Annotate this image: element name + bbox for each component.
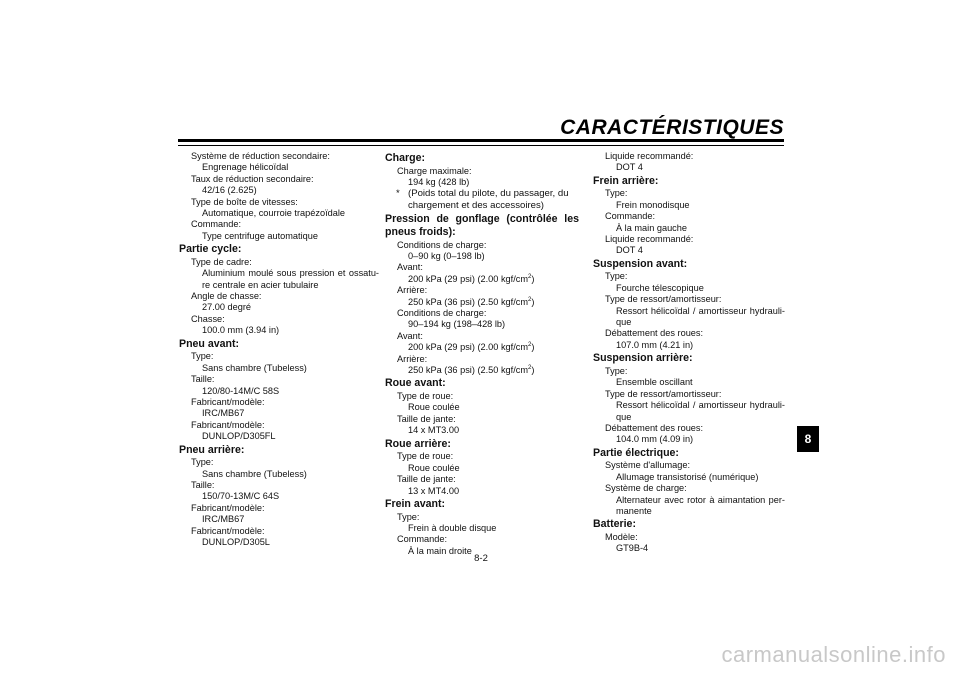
spec-label: Fabricant/modèle: — [191, 502, 265, 513]
spec-value: Aluminium moulé sous pression et ossatu-re centrale en acier tubulaire — [202, 268, 379, 290]
spec-value: Type centrifuge automatique — [202, 230, 318, 241]
pressure-text: 250 kPa (36 psi) (2.50 kgf/cm — [408, 296, 529, 307]
spec-label: Chasse: — [191, 313, 225, 324]
spec-value: 107.0 mm (4.21 in) — [616, 339, 694, 350]
spec-label: Type de roue: — [397, 391, 454, 402]
closing-paren: ) — [531, 296, 535, 307]
spec-value: Ressort hélicoïdal / amortisseur hydrauli-que — [616, 400, 785, 422]
footnote-marker: * — [396, 188, 400, 200]
spec-label: Fabricant/modèle: — [191, 525, 265, 536]
spec-label: Commande: — [605, 211, 656, 222]
spec-label: Type de cadre: — [191, 256, 252, 267]
closing-paren: ) — [531, 273, 535, 284]
spec-value: DUNLOP/D305L — [202, 536, 270, 547]
section-heading-frein-arriere: Frein arrière: — [593, 174, 659, 187]
spec-value: 150/70-13M/C 64S — [202, 491, 280, 502]
section-heading-suspension-arriere: Suspension arrière: — [593, 352, 693, 365]
spec-value: Automatique, courroie trapézoïdale — [202, 208, 346, 219]
spec-label: Système de charge: — [605, 483, 687, 494]
section-heading-frein-avant: Frein avant: — [385, 497, 446, 510]
spec-value: 194 kg (428 lb) — [408, 177, 470, 187]
spec-label: Type: — [605, 271, 628, 282]
superscript: 2 — [528, 273, 532, 280]
spec-label: Taille: — [191, 374, 215, 385]
spec-value: GT9B-4 — [616, 543, 649, 554]
spec-label: Type de roue: — [397, 451, 454, 462]
section-heading-roue-arriere: Roue arrière: — [385, 437, 451, 450]
spec-column-3 — [593, 151, 785, 555]
spec-value: 27.00 degré — [202, 302, 252, 313]
spec-value: Ensemble oscillant — [616, 377, 693, 388]
spec-label: Taille: — [191, 479, 215, 490]
spec-value: Sans chambre (Tubeless) — [202, 362, 307, 373]
superscript: 2 — [528, 342, 532, 349]
spec-label: Angle de chasse: — [191, 291, 262, 302]
spec-value — [385, 342, 579, 353]
footnote — [385, 188, 579, 212]
section-heading-charge: Charge: — [385, 152, 426, 164]
spec-label: Fabricant/modèle: — [191, 419, 265, 430]
spec-value: Roue coulée — [408, 462, 460, 473]
spec-label: Arrière: — [397, 285, 428, 296]
footnote-text: (Poids total du pilote, du passager, du chargement et des accessoires) — [408, 188, 569, 212]
spec-value: Ressort hélicoïdal / amortisseur hydrauli-que — [616, 305, 785, 328]
spec-value: À la main droite — [408, 545, 472, 556]
spec-label: Taille de jante: — [397, 474, 456, 485]
spec-value: À la main gauche — [616, 222, 687, 233]
spec-column-1 — [179, 151, 379, 548]
section-heading-partie-cycle: Partie cycle: — [179, 243, 242, 256]
spec-value: Frein à double disque — [408, 522, 497, 533]
spec-value: Roue coulée — [408, 402, 460, 413]
spec-label: Commande: — [397, 534, 448, 545]
spec-value: 0–90 kg (0–198 lb) — [408, 251, 485, 261]
spec-label: Débattement des roues: — [605, 328, 704, 339]
spec-label: Avant: — [397, 330, 423, 341]
spec-label: Charge maximale: — [397, 165, 472, 176]
spec-label: Type: — [191, 351, 214, 362]
spec-value: Frein monodisque — [616, 199, 690, 210]
spec-label: Débattement des roues: — [605, 422, 704, 433]
header-rule-thin — [178, 145, 784, 146]
spec-value: Sans chambre (Tubeless) — [202, 468, 307, 479]
section-heading-pneu-arriere: Pneu arrière: — [179, 443, 245, 456]
closing-paren: ) — [531, 365, 535, 376]
spec-label: Type de boîte de vitesses: — [191, 196, 298, 207]
pressure-text: 250 kPa (36 psi) (2.50 kgf/cm — [408, 365, 529, 376]
superscript: 2 — [528, 365, 532, 371]
watermark: carmanualsonline.info — [721, 642, 946, 667]
spec-label: Avant: — [397, 262, 423, 273]
section-heading-suspension-avant: Suspension avant: — [593, 257, 688, 270]
closing-paren: ) — [531, 342, 535, 353]
section-heading-batterie: Batterie: — [593, 518, 636, 531]
spec-column-2 — [385, 151, 579, 557]
spec-value: Allumage transistorisé (numérique) — [616, 471, 759, 482]
spec-label: Type: — [605, 365, 628, 376]
spec-value: 120/80-14M/C 58S — [202, 385, 280, 396]
spec-label: Arrière: — [397, 353, 428, 364]
spec-label: Taille de jante: — [397, 413, 456, 424]
spec-value: Alternateur avec rotor à aimantation per-manente — [616, 494, 785, 516]
spec-value: IRC/MB67 — [202, 408, 245, 419]
pressure-text: 200 kPa (29 psi) (2.00 kgf/cm — [408, 342, 529, 353]
spec-label: Type: — [605, 188, 628, 199]
spec-label: Modèle: — [605, 531, 638, 542]
section-heading-pneu-avant: Pneu avant: — [179, 337, 240, 350]
spec-label: Type: — [397, 511, 420, 522]
header-rule-thick — [178, 139, 784, 142]
page-number: 8-2 — [474, 553, 488, 564]
spec-value: IRC/MB67 — [202, 514, 245, 525]
spec-value: Engrenage hélicoïdal — [202, 162, 289, 173]
spec-label: Taux de réduction secondaire: — [191, 173, 314, 184]
section-heading-roue-avant: Roue avant: — [385, 377, 446, 390]
spec-label: Système d'allumage: — [605, 460, 690, 471]
spec-value: Fourche télescopique — [616, 282, 704, 293]
spec-value — [385, 274, 579, 285]
spec-value — [385, 365, 579, 376]
pressure-text: 200 kPa (29 psi) (2.00 kgf/cm — [408, 273, 529, 284]
spec-value: 42/16 (2.625) — [202, 185, 257, 196]
spec-label: Type: — [191, 457, 214, 468]
section-heading-partie-electrique: Partie électrique: — [593, 446, 679, 459]
spec-value: 14 x MT3.00 — [408, 425, 460, 436]
spec-label: Conditions de charge: — [397, 239, 487, 250]
spec-label: Système de réduction secondaire: — [191, 151, 330, 161]
spec-value: 90–194 kg (198–428 lb) — [408, 319, 506, 330]
spec-value: 13 x MT4.00 — [408, 485, 460, 496]
section-heading-pression-gonflage: Pression de gonflage (contrôlée les pneus froids): — [385, 213, 579, 238]
spec-value: DOT 4 — [616, 245, 643, 256]
spec-label: Type de ressort/amortisseur: — [605, 388, 722, 399]
spec-label: Fabricant/modèle: — [191, 396, 265, 407]
spec-label: Liquide recommandé: — [605, 234, 694, 245]
spec-label: Commande: — [191, 219, 242, 230]
spec-value: 100.0 mm (3.94 in) — [202, 325, 280, 336]
superscript: 2 — [528, 296, 532, 303]
spec-value — [385, 297, 579, 308]
chapter-tab: 8 — [797, 426, 819, 452]
spec-value: DUNLOP/D305FL — [202, 431, 276, 442]
spec-value: 104.0 mm (4.09 in) — [616, 434, 694, 445]
spec-label: Conditions de charge: — [397, 308, 487, 319]
page-title: CARACTÉRISTIQUES — [560, 116, 784, 139]
spec-label: Type de ressort/amortisseur: — [605, 294, 722, 305]
spec-value: DOT 4 — [616, 162, 643, 173]
spec-label: Liquide recommandé: — [605, 151, 694, 161]
